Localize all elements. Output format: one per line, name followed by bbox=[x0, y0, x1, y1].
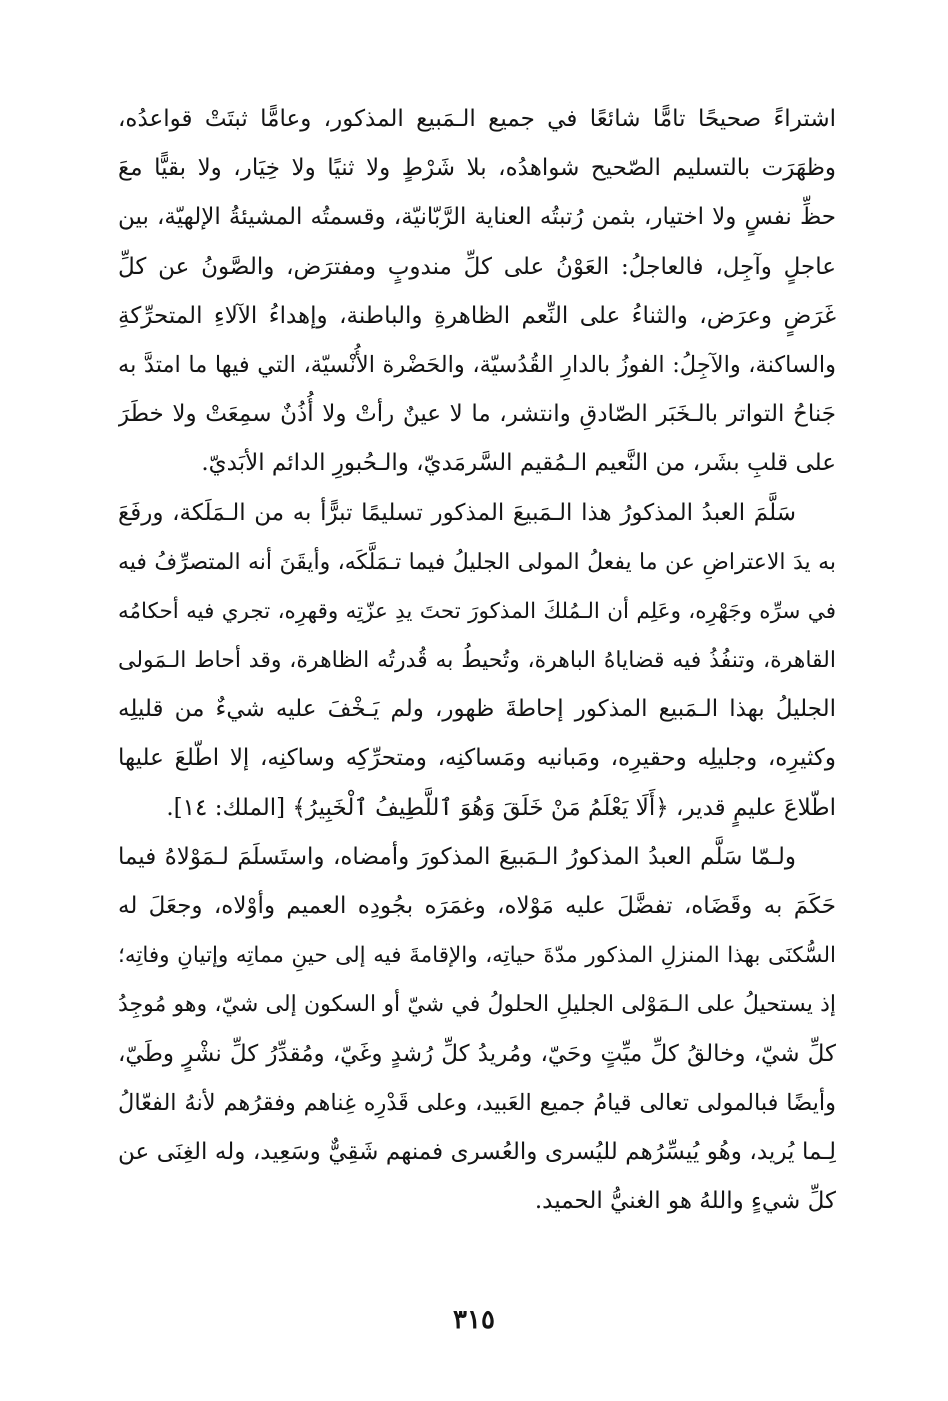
text-line: سَلَّمَ العبدُ المذكورُ هذا الـمَبيعَ المذكور تسليمًا تبرًّأ به من الـمَلَكة، ورفَعَ bbox=[118, 499, 796, 526]
paragraph-2 bbox=[118, 489, 836, 833]
text-line: والساكنة، والآجِلُ: الفوزُ بالدارِ القُدُسيّة، والحَضْرة الأُنْسيّة، التي فيها ما امتدَّ به bbox=[118, 351, 836, 378]
text-line: جَناحُ التواتر بالـخَبَر الصّادقِ وانتشر، ما لا عينٌ رأتْ ولا أُذُنٌ سمِعَتْ ولا خطَرَ bbox=[118, 401, 836, 428]
text-line: اطّلاعَ عليمٍ قدير، ﴿أَلَا يَعْلَمُ مَنْ خَلَقَ وَهُوَ ٱللَّطِيفُ ٱلْخَبِيرُ﴾ [الملك: ١٤]. bbox=[166, 794, 836, 821]
text-line: الجليلُ بهذا الـمَبيع المذكور إحاطةَ ظهور، ولم يَـخْفَ عليه شيءٌ من قليلِه bbox=[118, 696, 836, 723]
text-line: عاجلٍ وآجِل، فالعاجلُ: العَوْنُ على كلِّ مندوبٍ ومفترَض، والصَّونُ عن كلِّ bbox=[118, 253, 836, 280]
paragraph-1 bbox=[118, 95, 836, 489]
page-number: ٣١٥ bbox=[453, 1305, 495, 1335]
text-line: القاهرة، وتنفُذُ فيه قضاياهُ الباهرة، وتُحيطُ به قُدرتُه الظاهرة، وقد أحاط الـمَولى bbox=[118, 648, 836, 674]
text-line: في سرِّه وجَهْرِه، وعَلِم أن الـمُلكَ المذكورَ تحتَ يدِ عزّتِه وقهرِه، تجري فيه أحكامُه bbox=[118, 598, 836, 624]
text-line: كلِّ شيّ، وخالقُ كلِّ ميِّتٍ وحَيّ، ومُريدُ كلِّ رُشدٍ وغَيّ، ومُقدِّرُ كلِّ نشْرٍ وطَيّ، bbox=[118, 1040, 836, 1067]
text-line: وظهَرَت بالتسليم الصّحيح شواهدُه، بلا شَرْطٍ ولا ثنيًا ولا خِيَار، ولا بقيًّا معَ bbox=[118, 155, 836, 182]
text-line: وكثيرِه، وجليلِه وحقيرِه، ومَبانيه ومَساكنِه، ومتحرِّكِه وساكنِه، إلا اطّلعَ عليها bbox=[118, 745, 836, 772]
paragraph-3 bbox=[118, 833, 836, 1227]
text-line: إذ يستحيلُ على الـمَوْلى الجليلِ الحلولُ في شيّ أو السكون إلى شيّ، وهو مُوجِدُ bbox=[118, 992, 836, 1018]
body-text bbox=[118, 95, 836, 1226]
text-line: غَرَضٍ وعرَض، والثناءُ على النِّعم الظاهرةِ والباطنة، وإهداءُ الآلاءِ المتحرِّكةِ bbox=[118, 302, 836, 329]
text-line: اشتراءً صحيحًا تامًّا شائعًا في جميع الـمَبيع المذكور، وعامًّا ثبتَتْ قواعدُه، bbox=[118, 106, 836, 132]
text-line: وأيضًا فبالمولى تعالى قيامُ جميع العَبيد، وعلى قَدْرِه غِناهم وفقرُهم لأنهُ الفعّالُ bbox=[118, 1089, 836, 1116]
text-line: به يدَ الاعتراضِ عن ما يفعلُ المولى الجليلُ فيما تـمَلَّكَه، وأيقَنَ أنه المتصرِّفُ فيه bbox=[118, 549, 836, 575]
text-line: حَكَمَ به وقَضَاه، تفضَّلَ عليه مَوْلاه، وغمَرَه بجُودِه العميم وأوْلاه، وجعَلَ له bbox=[118, 893, 836, 919]
text-line: السُّكنَى بهذا المنزلِ المذكور مدّةَ حياتِه، والإقامةَ فيه إلى حينِ مماتِه وإتيانِ وفاتِه؛ bbox=[118, 943, 836, 969]
text-line: ولـمّا سَلَّم العبدُ المذكورُ الـمَبيعَ المذكورَ وأمضاه، واستَسلَمَ لـمَوْلاهُ فيما bbox=[118, 843, 796, 870]
text-line: حظِّ نفسٍ ولا اختيار، بثمن رُتبتُه العناية الرَّبّانيّة، وقسمتُه المشيئةُ الإلهيّة، بين bbox=[118, 204, 836, 231]
text-line: لِـما يُريد، وهُو يُيسِّرُهم لليُسرى والعُسرى فمنهم شَقِيٌّ وسَعِيد، وله الغِنَى عن bbox=[118, 1138, 836, 1165]
text-line: كلِّ شيءٍ واللهُ هو الغنيُّ الحميد. bbox=[534, 1188, 836, 1215]
text-line: على قلبِ بشَر، من النَّعيم الـمُقيم السَّرمَديّ، والـحُبورِ الدائم الأبَديّ. bbox=[201, 450, 836, 477]
